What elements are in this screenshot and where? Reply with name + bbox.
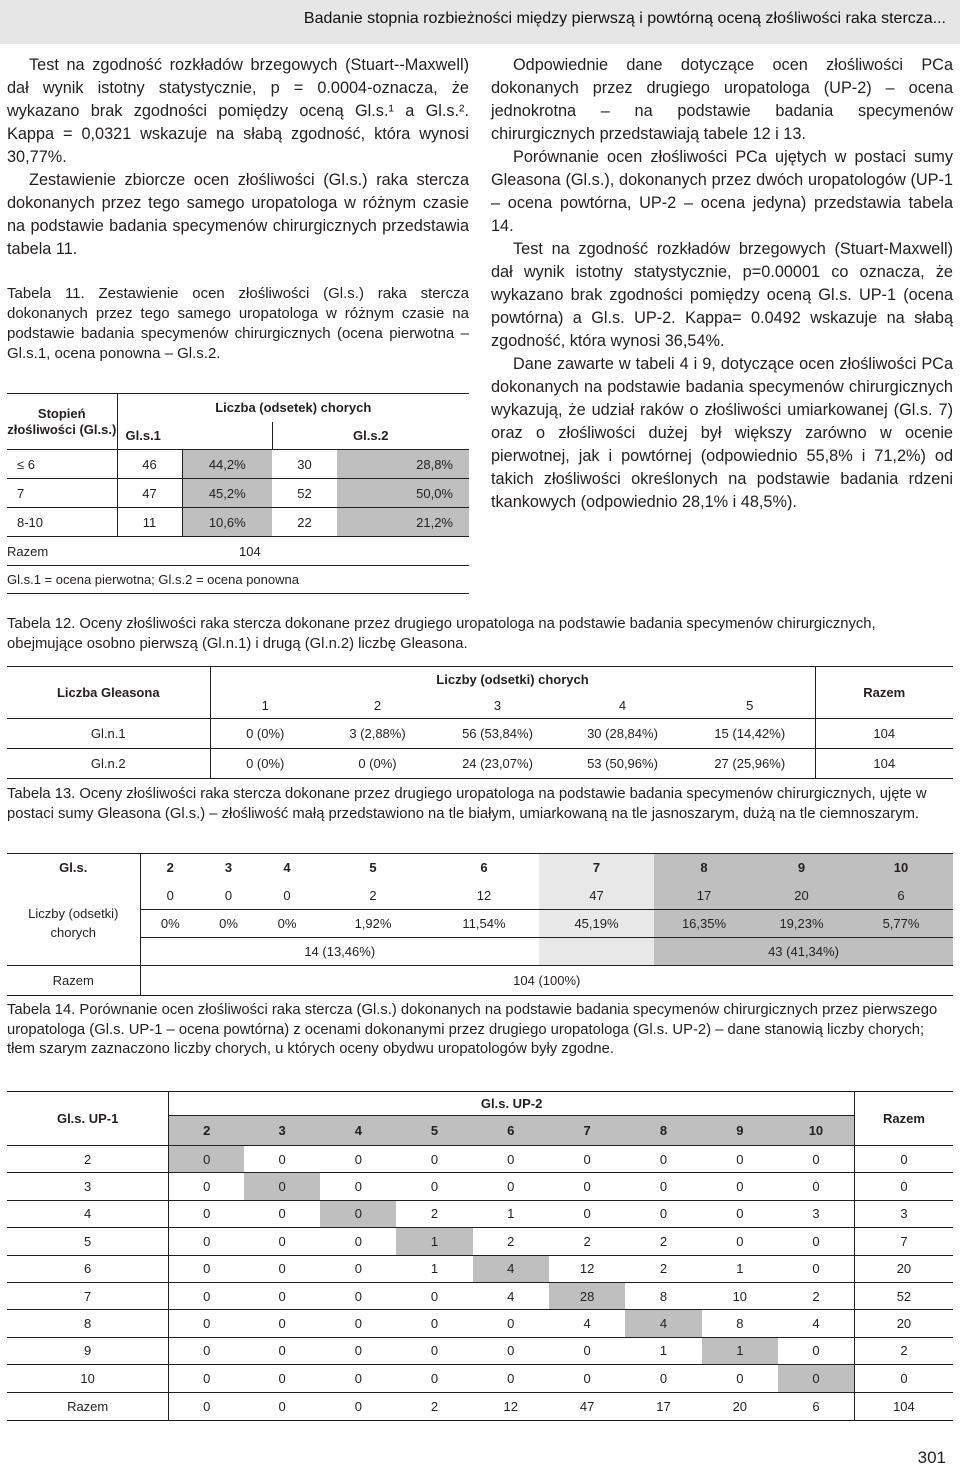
running-header: Badanie stopnia rozbieżności między pierwszą i powtórną oceną złośliwości raka stercza...: [303, 10, 946, 27]
t13-col-header: 8: [654, 854, 754, 882]
t14-cell: 0: [549, 1337, 625, 1364]
t14-cell: 0: [169, 1173, 244, 1200]
t14-cell: 1: [396, 1255, 472, 1282]
t14-cell: 4: [778, 1310, 854, 1337]
t13-cell: 11,54%: [429, 910, 539, 938]
t12-row-label: Gl.n.1: [7, 719, 210, 749]
table-row: [7, 537, 469, 566]
t14-total: 20: [854, 1255, 953, 1282]
t14-cell: 6: [778, 1392, 854, 1420]
table-row: [7, 1365, 953, 1392]
t14-cell: 0: [320, 1146, 396, 1173]
t14-cell: 2: [625, 1228, 701, 1255]
t11-cell: 47: [117, 479, 182, 508]
table11: [7, 393, 469, 594]
t11-cell: 44,2%: [182, 450, 272, 479]
t14-cell: 0: [778, 1365, 854, 1392]
t14-cell: 0: [702, 1365, 778, 1392]
t14-cell: 0: [169, 1146, 244, 1173]
t14-row-label: 8: [7, 1310, 169, 1337]
t12-cell: 0 (0%): [210, 749, 320, 779]
t14-cell: 0: [778, 1228, 854, 1255]
table-row: [7, 1282, 953, 1309]
t13-cell: 47: [539, 882, 654, 910]
t13-cell: 19,23%: [754, 910, 849, 938]
t14-cell: 0: [320, 1255, 396, 1282]
table-row: [7, 1200, 953, 1227]
t14-cell: 12: [549, 1255, 625, 1282]
t14-total: 2: [854, 1337, 953, 1364]
t14-cell: 0: [244, 1337, 320, 1364]
t12-cell: 0 (0%): [320, 749, 435, 779]
t14-total-row: [7, 1392, 953, 1420]
t14-total: 0: [854, 1146, 953, 1173]
t13-cell: 0: [200, 882, 257, 910]
t12-header-label: Liczba Gleasona: [7, 667, 210, 719]
t14-cell: 0: [778, 1173, 854, 1200]
t13-cell: 0%: [140, 910, 200, 938]
t13-cell: 6: [849, 882, 953, 910]
t14-cell: 0: [625, 1146, 701, 1173]
t14-cell: 0: [320, 1173, 396, 1200]
t14-cell: 0: [244, 1365, 320, 1392]
t14-header-total: Razem: [854, 1092, 953, 1146]
t13-cell: 0%: [200, 910, 257, 938]
t12-total: 104: [815, 719, 953, 749]
table11-caption: Tabela 11. Zestawienie ocen złośliwości (Gl.s.) raka stercza dokonanych przez tego samego uropatologa w różnym czasie na podstawie badania specymenów chirurgicznych (ocena pierwotna – Gl.s.1, ocena ponowna – Gl.s.2.: [7, 285, 469, 362]
t14-cell: 0: [778, 1255, 854, 1282]
table-row: [7, 882, 953, 910]
t13-col-header: 6: [429, 854, 539, 882]
table12-caption: Tabela 12. Oceny złośliwości raka stercza dokonane przez drugiego uropatologa na podstawie badania specymenów chirurgicznych, obejmujące osobno pierwszą (Gl.n.1) i drugą (Gl.n.2) liczbę Gleasona.: [7, 616, 876, 652]
t14-cell: 0: [396, 1310, 472, 1337]
t14-cell: 8: [702, 1310, 778, 1337]
t12-col-header: 2: [320, 693, 435, 719]
t14-cell: 1: [702, 1337, 778, 1364]
table14: [7, 1091, 953, 1421]
t14-cell: 0: [473, 1173, 549, 1200]
t14-col-header: 6: [473, 1116, 549, 1146]
t11-row-label: ≤ 6: [7, 450, 117, 479]
t11-cell: 30: [272, 450, 337, 479]
t12-cell: 0 (0%): [210, 719, 320, 749]
t14-cell: 0: [169, 1228, 244, 1255]
t14-col-header: 8: [625, 1116, 701, 1146]
t13-col-header: 5: [317, 854, 429, 882]
t14-total: 52: [854, 1282, 953, 1309]
t13-cell: 12: [429, 882, 539, 910]
t14-cell: 0: [473, 1146, 549, 1173]
t14-cell: 0: [169, 1310, 244, 1337]
t14-row-label: 7: [7, 1282, 169, 1309]
t14-header-row: Gl.s. UP-1: [7, 1092, 169, 1146]
t14-cell: 17: [625, 1392, 701, 1420]
t13-col-header: 10: [849, 854, 953, 882]
t14-cell: 1: [625, 1337, 701, 1364]
t13-col-header: 9: [754, 854, 849, 882]
table-row: [7, 1146, 953, 1173]
t14-cell: 0: [702, 1200, 778, 1227]
t14-cell: 0: [320, 1282, 396, 1309]
t14-cell: 0: [244, 1228, 320, 1255]
t14-cell: 0: [244, 1255, 320, 1282]
t14-cell: 2: [778, 1282, 854, 1309]
t11-header-gls2: Gl.s.2: [272, 422, 469, 450]
t14-row-label: 6: [7, 1255, 169, 1282]
table-row: [7, 938, 953, 966]
t14-cell: 0: [244, 1200, 320, 1227]
t14-cell: 0: [473, 1365, 549, 1392]
t12-col-header: 4: [560, 693, 685, 719]
t13-sum-low: 14 (13,46%): [140, 938, 539, 966]
t14-row-label: 3: [7, 1173, 169, 1200]
t13-cell: 17: [654, 882, 754, 910]
t13-sum-high: 43 (41,34%): [654, 938, 953, 966]
table-row: [7, 749, 953, 779]
t14-cell: 0: [320, 1392, 396, 1420]
t14-cell: 28: [549, 1282, 625, 1309]
t14-cell: 4: [473, 1282, 549, 1309]
t14-cell: 0: [244, 1282, 320, 1309]
right-paragraph-1: Odpowiednie dane dotyczące ocen złośliwości PCa dokonanych przez drugiego uropatologa (UP-2) – ocena jednokrotna – na podstawie badania specymenów chirurgicznych przedstawiają tabele 12 i 13.: [491, 56, 953, 143]
t14-total: 20: [854, 1310, 953, 1337]
table-row: [7, 1173, 953, 1200]
t14-total: 0: [854, 1365, 953, 1392]
t14-cell: 2: [396, 1200, 472, 1227]
t14-total: 104: [854, 1392, 953, 1420]
t14-cell: 0: [169, 1282, 244, 1309]
right-paragraph-2: Porównanie ocen złośliwości PCa ujętych w postaci sumy Gleasona (Gl.s.), dokonanych przez dwóch uropatologów (UP-1 – ocena powtórna, UP-2 – ocena jedyna) przedstawia tabela 14.: [491, 148, 953, 235]
t14-cell: 0: [320, 1310, 396, 1337]
t14-row-label: 10: [7, 1365, 169, 1392]
t14-cell: 4: [549, 1310, 625, 1337]
left-paragraph-2: Zestawienie zbiorcze ocen złośliwości (Gl.s.) raka stercza dokonanych przez tego samego uropatologa w różnym czasie na podstawie badania specymenów chirurgicznych przedstawia tabela 11.: [7, 171, 469, 258]
table-row: [7, 966, 953, 996]
t14-col-header: 9: [702, 1116, 778, 1146]
t11-header-gls1: Gl.s.1: [117, 422, 272, 450]
t14-cell: 0: [320, 1365, 396, 1392]
t14-cell: 2: [549, 1228, 625, 1255]
table-row: [7, 450, 469, 479]
t11-header-grade: Stopień złośliwości (Gl.s.): [7, 394, 117, 450]
t14-cell: 0: [473, 1310, 549, 1337]
t11-total-label: Razem: [7, 537, 117, 566]
t12-cell: 53 (50,96%): [560, 749, 685, 779]
t14-cell: 0: [549, 1146, 625, 1173]
t12-header-total: Razem: [815, 667, 953, 719]
t13-col-header: 3: [200, 854, 257, 882]
t13-cell: 1,92%: [317, 910, 429, 938]
t14-cell: 0: [625, 1200, 701, 1227]
table-row: [7, 1255, 953, 1282]
t13-cell: 2: [317, 882, 429, 910]
table12: [7, 666, 953, 779]
right-paragraph-3: Test na zgodność rozkładów brzegowych (Stuart-Maxwell) dał wynik istotny statystycznie, p=0.00001 co oznacza, że wykazano brak zgodności pomiędzy oceną Gl.s. UP-1 (ocena powtórna) a Gl.s. UP-2. Kappa= 0.0492 wskazuje na słabą zgodność, która wynosi 36,54%.: [491, 240, 953, 350]
t14-total: 0: [854, 1173, 953, 1200]
t14-cell: 0: [625, 1365, 701, 1392]
t11-cell: 10,6%: [182, 508, 272, 537]
t12-cell: 24 (23,07%): [435, 749, 560, 779]
t14-cell: 1: [396, 1228, 472, 1255]
t14-total: 7: [854, 1228, 953, 1255]
t14-cell: 0: [244, 1146, 320, 1173]
t14-cell: 20: [702, 1392, 778, 1420]
t14-cell: 0: [169, 1337, 244, 1364]
t14-cell: 0: [244, 1392, 320, 1420]
t13-cell-empty: [539, 938, 654, 966]
t14-cell: 0: [549, 1365, 625, 1392]
table13-caption: Tabela 13. Oceny złośliwości raka stercza dokonane przez drugiego uropatologa na podstawie badania specymenów chirurgicznych, ujęte w postaci sumy Gleasona (Gl.s.) – złośliwość małą przedstawiono na tle białym, umiarkowaną na tle jasnoszarym, dużą na tle ciemnoszarym.: [7, 786, 927, 822]
t14-cell: 47: [549, 1392, 625, 1420]
t14-cell: 10: [702, 1282, 778, 1309]
t14-cell: 4: [625, 1310, 701, 1337]
t12-col-header: 1: [210, 693, 320, 719]
t11-cell: 45,2%: [182, 479, 272, 508]
table14-caption: Tabela 14. Porównanie ocen złośliwości raka stercza (Gl.s.) dokonanych na podstawie badania specymenów chirurgicznych przez pierwszego uropatologa (Gl.s. UP-1 – ocena powtórna) z ocenami dokonanymi przez drugiego uropatologa (Gl.s. UP-2) – dane stanowią liczby chorych; tłem szarym zaznaczono liczby chorych, u których oceny obydwu uropatologów były zgodne.: [7, 1002, 938, 1057]
table13: [7, 853, 953, 996]
t11-cell: 50,0%: [337, 479, 469, 508]
table-row: [7, 1337, 953, 1364]
t11-footnote: Gl.s.1 = ocena pierwotna; Gl.s.2 = ocena ponowna: [7, 566, 469, 594]
t14-cell: 0: [549, 1173, 625, 1200]
left-column: [7, 54, 469, 261]
t14-cell: 0: [244, 1173, 320, 1200]
t12-cell: 56 (53,84%): [435, 719, 560, 749]
t14-cell: 2: [625, 1255, 701, 1282]
table-row: [7, 719, 953, 749]
t14-row-label: 2: [7, 1146, 169, 1173]
table-row: [7, 1228, 953, 1255]
t13-col-header: 7: [539, 854, 654, 882]
t14-cell: 8: [625, 1282, 701, 1309]
t13-cell: 0%: [257, 910, 317, 938]
t14-col-header: 2: [169, 1116, 244, 1146]
t14-cell: 12: [473, 1392, 549, 1420]
t14-cell: 0: [244, 1310, 320, 1337]
t14-cell: 0: [702, 1146, 778, 1173]
t14-body: [7, 1146, 953, 1421]
t12-cell: 27 (25,96%): [685, 749, 815, 779]
t14-cell: 2: [473, 1228, 549, 1255]
t11-row-label: 7: [7, 479, 117, 508]
t11-cell: 21,2%: [337, 508, 469, 537]
t12-total: 104: [815, 749, 953, 779]
t14-row-label: 9: [7, 1337, 169, 1364]
t13-cell: 0: [257, 882, 317, 910]
t13-total-label: Razem: [7, 966, 140, 996]
t14-row-label: Razem: [7, 1392, 169, 1420]
t14-cell: 0: [778, 1146, 854, 1173]
t12-row-label: Gl.n.2: [7, 749, 210, 779]
t14-cell: 0: [396, 1282, 472, 1309]
t14-col-header: 10: [778, 1116, 854, 1146]
t11-cell: 46: [117, 450, 182, 479]
t11-cell: 11: [117, 508, 182, 537]
t14-total: 3: [854, 1200, 953, 1227]
t14-cell: 0: [396, 1173, 472, 1200]
t14-cell: 3: [778, 1200, 854, 1227]
t14-col-header: 7: [549, 1116, 625, 1146]
t11-total-value: 104: [117, 537, 469, 566]
t14-cell: 4: [473, 1255, 549, 1282]
t12-cell: 30 (28,84%): [560, 719, 685, 749]
t12-cell: 15 (14,42%): [685, 719, 815, 749]
t14-col-header: 3: [244, 1116, 320, 1146]
t14-cell: 0: [320, 1200, 396, 1227]
t14-cell: 0: [320, 1228, 396, 1255]
table-row: [7, 1310, 953, 1337]
t11-header-group: Liczba (odsetek) chorych: [117, 394, 469, 422]
t13-row-label: Liczby (odsetki) chorych: [7, 882, 140, 966]
t13-col-header: 2: [140, 854, 200, 882]
t14-cell: 2: [396, 1392, 472, 1420]
t14-cell: 0: [320, 1337, 396, 1364]
t13-cell: 20: [754, 882, 849, 910]
t14-row-label: 5: [7, 1228, 169, 1255]
t13-cell: 5,77%: [849, 910, 953, 938]
t11-cell: 52: [272, 479, 337, 508]
t14-cell: 0: [702, 1173, 778, 1200]
t14-col-header: 5: [396, 1116, 472, 1146]
t14-cell: 0: [169, 1365, 244, 1392]
table-row: [7, 910, 953, 938]
t13-cell: 16,35%: [654, 910, 754, 938]
t13-col-header: 4: [257, 854, 317, 882]
t14-cell: 0: [396, 1365, 472, 1392]
t14-col-header: 4: [320, 1116, 396, 1146]
t12-cell: 3 (2,88%): [320, 719, 435, 749]
t14-cell: 0: [169, 1255, 244, 1282]
table-row: [7, 508, 469, 537]
right-paragraph-4: Dane zawarte w tabeli 4 i 9, dotyczące ocen złośliwości PCa dokonanych na podstawie badania specymenów chirurgicznych wykazują, że udział raków o złośliwości umiarkowanej (Gl.s. 7) oraz o złośliwości dużej był większy zarówno w ocenie pierwotnej, jak i powtórnej (odpowiednio 55,8% i 71,2%) od takich złośliwości określonych na podstawie badania rdzeni tkankowych (odpowiednio 28,1% i 48,5%).: [491, 355, 953, 511]
page-number: 301: [917, 1448, 946, 1467]
t12-col-header: 5: [685, 693, 815, 719]
t12-col-header: 3: [435, 693, 560, 719]
table-row: [7, 479, 469, 508]
t11-cell: 22: [272, 508, 337, 537]
t14-cell: 0: [473, 1337, 549, 1364]
t13-cell: 0: [140, 882, 200, 910]
t11-row-label: 8-10: [7, 508, 117, 537]
t14-cell: 0: [778, 1337, 854, 1364]
t12-header-group: Liczby (odsetki) chorych: [210, 667, 815, 693]
t11-cell: 28,8%: [337, 450, 469, 479]
t14-header-group: Gl.s. UP-2: [169, 1092, 855, 1116]
t14-row-label: 4: [7, 1200, 169, 1227]
t14-cell: 0: [702, 1228, 778, 1255]
right-column: [491, 54, 953, 514]
t14-cell: 1: [702, 1255, 778, 1282]
t14-cell: 0: [169, 1200, 244, 1227]
t14-cell: 1: [473, 1200, 549, 1227]
t14-cell: 0: [625, 1173, 701, 1200]
t13-cell: 45,19%: [539, 910, 654, 938]
t14-cell: 0: [549, 1200, 625, 1227]
t14-cell: 0: [169, 1392, 244, 1420]
left-paragraph-1: Test na zgodność rozkładów brzegowych (Stuart--Maxwell) dał wynik istotny statystycznie, p = 0.0004-oznacza, że wykazano brak zgodności pomiędzy oceną Gl.s.¹ a Gl.s.². Kappa = 0,0321 wskazuje na słabą zgodność, która wynosi 30,77%.: [7, 56, 469, 166]
t14-cell: 0: [396, 1146, 472, 1173]
t13-header-label: Gl.s.: [7, 854, 140, 882]
t13-total-value: 104 (100%): [140, 966, 953, 996]
t14-cell: 0: [396, 1337, 472, 1364]
